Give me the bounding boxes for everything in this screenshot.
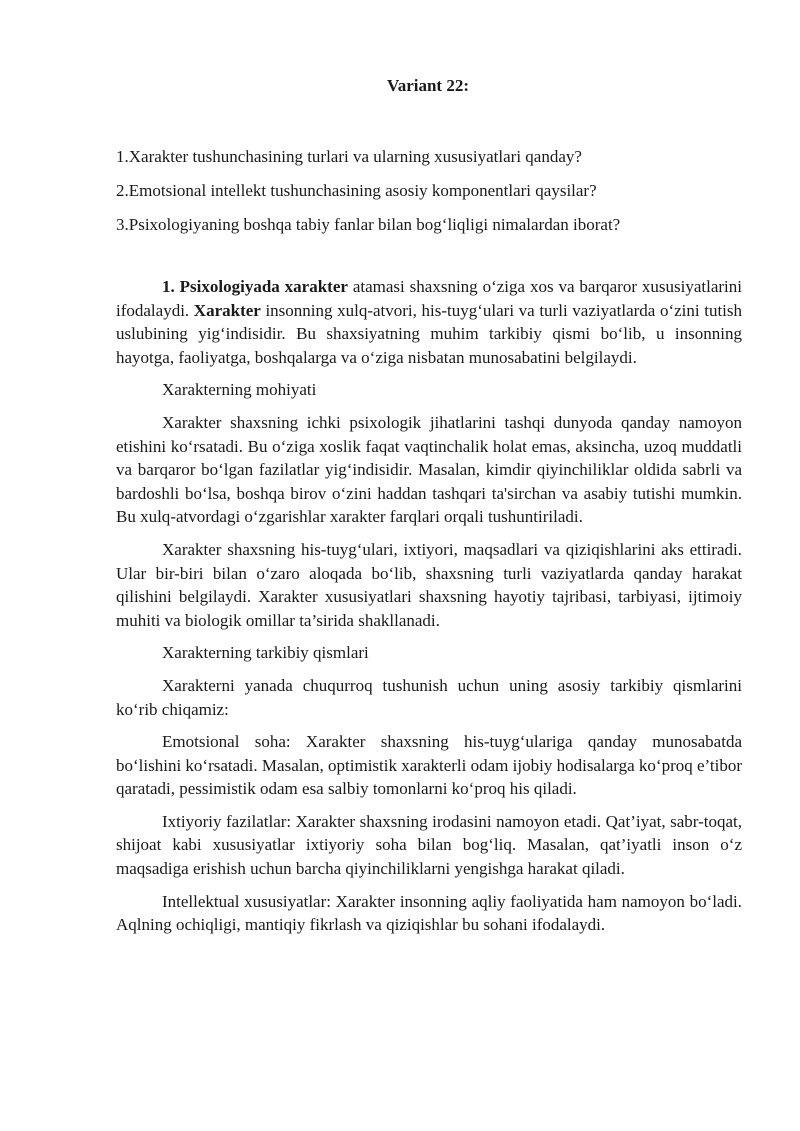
document-title: Variant 22: <box>386 76 469 95</box>
question-item: 1.Xarakter tushunchasining turlari va ularning xususiyatlari qanday? <box>116 147 582 166</box>
body-paragraph: Xarakter shaxsning ichki psixologik jihatlarini tashqi dunyoda qanday namoyon etishini ko‘rsatadi. Bu o‘ziga xoslik faqat vaqtinchalik holat emas, aksincha, uzoq muddatli va barqaror bo‘lgan fazilatlar yig‘indisidir. Masalan, kimdir qiyinchiliklar oldida sabrli va bardoshli bo‘lsa, boshqa birov o‘zini haddan tashqari ta'sirchan va asabiy tutishi mumkin. Bu xulq-atvordagi o‘zgarishlar xarakter farqlari orqali tushuntiriladi. <box>116 412 742 527</box>
body-paragraph: Xarakterni yanada chuqurroq tushunish uchun uning asosiy tarkibiy qismlarini ko‘rib chiqamiz: <box>116 675 742 719</box>
body-paragraph: Intellektual xususiyatlar: Xarakter insonning aqliy faoliyatida ham namoyon bo‘ladi. Aqlning ochiqligi, mantiqiy fikrlash va qiziqishlar bu sohani ifodalaydi. <box>116 891 742 935</box>
question-list <box>116 145 746 247</box>
body-paragraph: Xarakter shaxsning his-tuyg‘ulari, ixtiyori, maqsadlari va qiziqishlarini aks ettiradi. Ular bir-biri bilan o‘zaro aloqada bo‘lib, shaxsning turli vaziyatlarda qanday harakat qilishini belgilaydi. Xarakter xususiyatlari shaxsning hayotiy tajribasi, tarbiyasi, ijtimoiy muhiti va biologik omillar ta’sirida shakllanadi. <box>116 539 742 630</box>
answer-body <box>116 275 742 946</box>
bold-lead: 1. Psixologiyada xarakter <box>162 277 348 296</box>
intro-paragraph <box>116 275 742 369</box>
section-heading: Xarakterning tarkibiy qismlari <box>162 643 369 663</box>
section-heading: Xarakterning mohiyati <box>162 380 317 400</box>
body-paragraph: Emotsional soha: Xarakter shaxsning his-tuyg‘ulariga qanday munosabatda bo‘lishini ko‘rsatadi. Masalan, optimistik xarakterli odam ijobiy hodisalarga ko‘proq e’tibor qaratadi, pessimistik odam esa salbiy tomonlarni ko‘proq his qiladi. <box>116 732 742 799</box>
question-item: 3.Psixologiyaning boshqa tabiy fanlar bilan bog‘liqligi nimalardan iborat? <box>116 215 621 234</box>
body-paragraph: Ixtiyoriy fazilatlar: Xarakter shaxsning irodasini namoyon etadi. Qat’iyat, sabr-toqat, shijoat kabi xususiyatlar ixtiyoriy soha bilan bog‘liq. Masalan, qat’iyatli inson o‘z maqsadiga erishish uchun barcha qiyinchiliklarni yengishga harakat qiladi. <box>116 811 742 879</box>
intro-text-a: atamasi shaxsning o‘ziga xos va barqaror xususiyatlarini ifodalaydi. <box>116 277 742 320</box>
bold-term: Xarakter <box>193 300 261 320</box>
intro-text-b: insonning xulq-atvori, his-tuyg‘ulari va turli vaziyatlarda o‘zini tutish uslubining yig‘indisidir. Bu shaxsiyatning muhim tarkibiy qismi bo‘lib, u insonning hayotga, faoliyatga, boshqalarga va o‘ziga nisbatan munosabatini belgilaydi. <box>116 300 743 367</box>
question-item: 2.Emotsional intellekt tushunchasining asosiy komponentlari qaysilar? <box>116 181 597 200</box>
